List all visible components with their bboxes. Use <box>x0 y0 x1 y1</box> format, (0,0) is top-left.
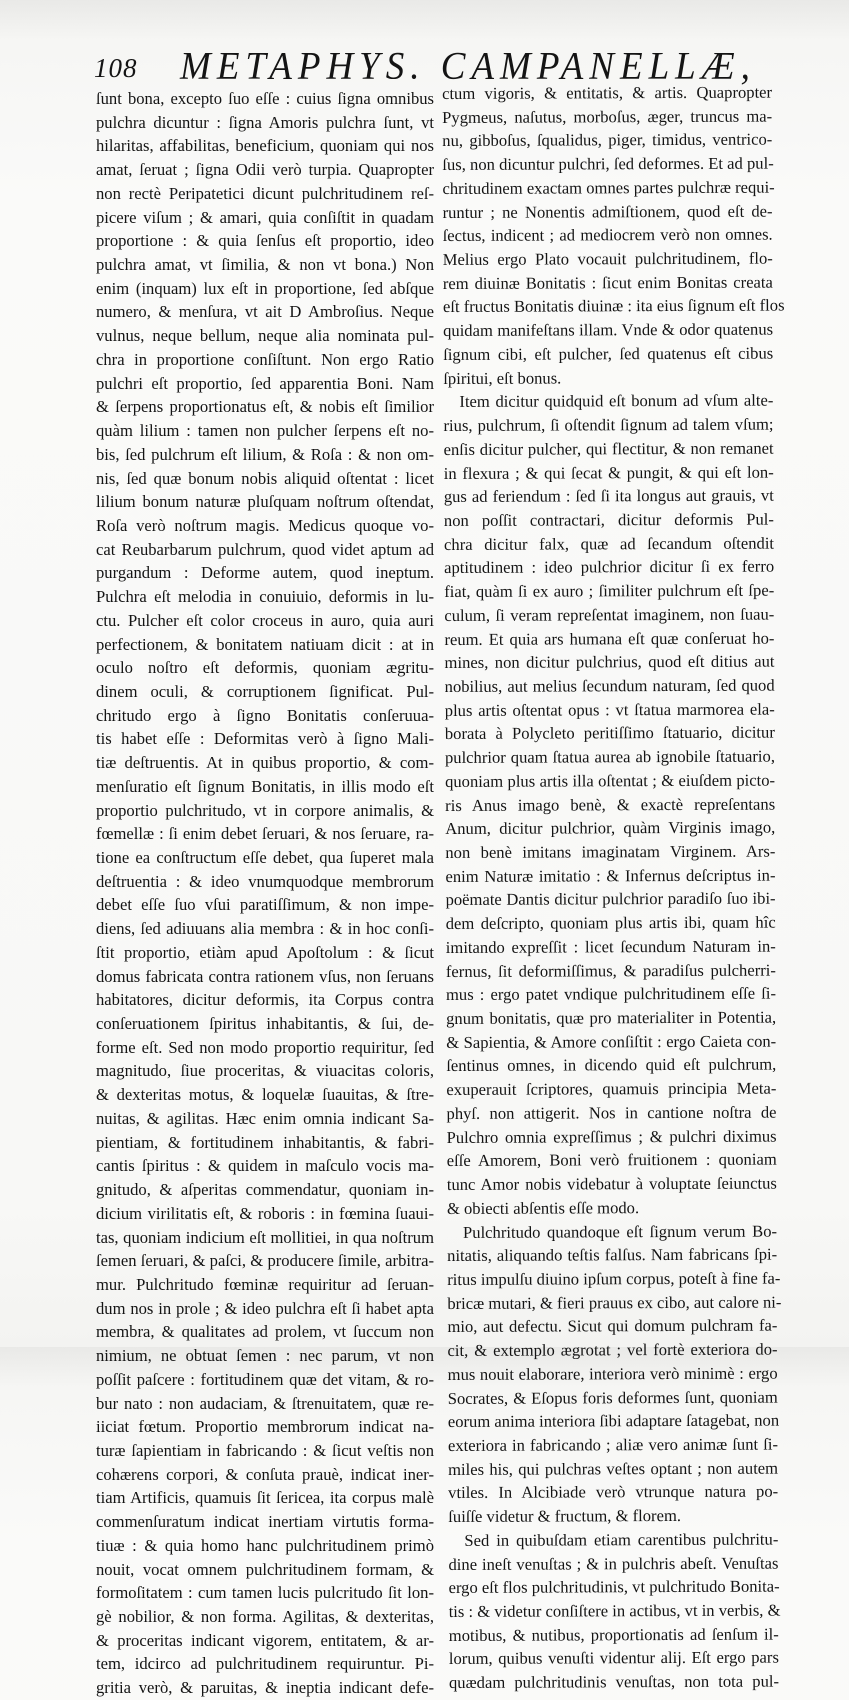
text-line: lorum, quibus venuſti videntur alij. Eſt ergo pars <box>448 1647 779 1669</box>
text-line: pientiam, & fortitudinem inhabitantis, & fabri- <box>96 1132 434 1152</box>
text-line: forme eſt. Sed non modo proportio requiritur, ſed <box>96 1037 434 1057</box>
text-line: Pygmeus, naſutus, morboſus, æger, truncus ma- <box>442 106 773 127</box>
text-line: formoſitatem : cum tamen lucis pulcritudo ſit lon- <box>96 1583 434 1603</box>
text-line: Pulchritudo quandoque eſt ſignum verum Bo- <box>462 1221 778 1242</box>
text-line: proportio pulchritudo, vt in corpore animalis, & <box>96 800 434 820</box>
text-line: Melius ergo Plato vocauit pulchritudinem, flo- <box>442 248 773 270</box>
text-line: nis, ſed quæ bonum nobis aliquid oſtentat : licet <box>96 468 434 488</box>
text-line: non benè imitans imaginatam Virginem. Ars- <box>445 841 776 862</box>
text-line: plus artis oſtentat opus : vt ſtatua marmorea ela- <box>444 699 775 720</box>
text-line: pulchra amat, vt ſimilia, & non vt bona.) Non <box>96 255 434 275</box>
text-line: dicium virilitatis eſt, & roboris : in fœmina ſuaui- <box>96 1203 434 1223</box>
left-column <box>96 87 434 1700</box>
text-line: phyſ. non attigerit. Nos in cantione noſtra de <box>446 1102 777 1123</box>
text-line: commenſuratum indicat inertiam virtutis forma- <box>96 1512 434 1532</box>
right-column <box>442 81 785 1695</box>
text-line: Pulchra eſt melodia in conuiuio, deformis in lu- <box>96 587 434 607</box>
text-line: Pulchro omnia expreſſimus ; & pulchri diximus <box>446 1126 777 1147</box>
text-line: tione ea conſtructum eſſe debet, qua ſuperet mala <box>96 848 434 867</box>
text-line: tunc Amor nobis videbatur à voluptate ſeiunctus <box>446 1173 777 1195</box>
text-line: dine ineſt venuſtas ; & in pulchris abeſt. Venuſtas <box>448 1553 779 1574</box>
text-line: Item dicitur quidquid eſt bonum ad vſum alte- <box>459 390 774 412</box>
text-line: tiam Artificis, quamuis ſit ſericea, ita corpus malè <box>96 1488 434 1508</box>
text-line: & ſerpens proportionatus eſt, & nobis eſt ſimilior <box>96 397 434 417</box>
text-line: culum, ſi veram repreſentat imaginem, non ſuau- <box>444 604 775 625</box>
text-line: pulchra dicuntur : ſigna Amoris pulchra ſunt, vt <box>96 112 434 132</box>
text-line: ſignum cibi, eſt pulcher, ſed quatenus eſt cibus <box>443 343 774 364</box>
text-line: Socrates, & Eſopus foris deformes ſunt, quoniam <box>447 1387 778 1408</box>
text-line: fernus, ſit deformiſſimus, & paradiſus pulcherri- <box>445 960 776 981</box>
text-line: exuperauit ſcriptores, quamuis principia Meta- <box>446 1078 777 1100</box>
text-line: borata à Polycleto peritiſſimo ſtatuario, dicitur <box>444 722 775 744</box>
text-line: menſuratio eſt ſignum Bonitatis, in illis modo eſt <box>96 776 434 796</box>
text-line: gnum bonitatis, quæ pro materialiter in Potentia, <box>446 1007 777 1029</box>
text-line: motibus, & nutibus, proportionatis ad ſenſum il- <box>448 1624 779 1645</box>
text-line: ſpiritui, eſt bonus. <box>443 368 562 388</box>
text-line: bricæ mutari, & fieri prauus ex cibo, aut calore ni- <box>447 1292 782 1313</box>
text-line: ctum vigoris, & entitatis, & artis. Quapropter <box>442 82 773 103</box>
text-line: mio, aut defectu. Sicut qui domum pulchram fa- <box>447 1315 778 1337</box>
text-line: tiuæ : & quia homo hanc pulchritudinem primò <box>96 1535 434 1555</box>
text-line: chra dicitur falx, quæ ad ſecandum oſtendit <box>443 533 775 554</box>
text-line: chra in proportione conſiſtunt. Non ergo Ratio <box>96 349 434 369</box>
text-line: ſectus, indicent ; ad mediocrem verò non omnes. <box>442 224 773 246</box>
page-number: 108 <box>94 53 138 83</box>
text-line: domus fabricata contra rationem vſus, non ſeruans <box>96 966 434 986</box>
text-line: cat Reubarbarum pulchrum, quod videt aptum ad <box>96 539 434 559</box>
text-line: gè nobilior, & non forma. Agilitas, & dexteritas, <box>96 1607 434 1626</box>
text-line: nouit, vocat omnem pulchritudinem formam, & <box>96 1559 434 1579</box>
text-line: lilium bonum naturæ pluſquam noſtrum oſtendat, <box>96 492 434 512</box>
text-line: tem, idcirco ad pulchritudinem requiruntur. Pi- <box>96 1654 434 1674</box>
text-line: eſt fructus Bonitatis diuinæ : ita eius ſignum eſt flos <box>442 295 785 317</box>
text-line: fœmellæ : ſi enim debet ſeruari, & nos ſeruare, ra- <box>96 824 434 844</box>
text-line: mus nouit elaborare, interiora verò minimè : ergo <box>447 1363 778 1384</box>
text-line: dum nos in prole ; & ideo pulchra eſt ſi habet apta <box>96 1298 434 1318</box>
text-line: purgandum : Deforme autem, quod ineptum. <box>96 563 434 583</box>
text-line: gritia verò, & paruitas, & ineptia indicant defe- <box>96 1678 434 1698</box>
text-line: ctu. Pulcher eſt color croceus in auro, quia auri <box>96 610 434 630</box>
text-line: mines, non dicitur pulchrius, quod eſt ditius aut <box>444 651 775 673</box>
text-line: rem diuinæ Bonitatis : ſicut enim Bonitas creata <box>442 272 773 293</box>
text-line: perfectionem, & bonitatem natiuam dicit : at in <box>96 634 434 654</box>
text-line: nu, gibboſus, ſqualidus, piger, timidus, ventrico- <box>442 129 773 151</box>
text-line: Roſa verò noſtrum magis. Medicus quoque vo- <box>96 515 434 535</box>
text-line: quidam manifeſtans illam. Vnde & odor quatenus <box>443 319 774 341</box>
text-line: reum. Et quia ars humana eſt quæ conſeruat ho- <box>444 628 775 649</box>
text-line: picere viſum ; & amari, quia conſiſtit in quadam <box>96 207 434 227</box>
text-line: chritudinem exactam omnes partes pulchræ requi- <box>442 177 775 198</box>
text-line: tis habet eſſe : Deformitas verò à ſigno Mali- <box>96 729 434 749</box>
text-line: ſtit proportio, etiàm apud Apoſtolum : & ſicut <box>96 942 434 962</box>
text-line: non poſſit contractari, dicitur deformis Pul- <box>443 509 774 530</box>
text-line: nuitas, & agilitas. Hæc enim omnia indicant Sa- <box>96 1108 434 1128</box>
text-line: vtiles. In Alcibiade verò vtrunque natura po- <box>448 1481 779 1503</box>
text-line: habitatores, dicitur deformis, ita Corpus contra <box>96 990 434 1010</box>
text-line: turæ ſapientiam in fabricando : & ſicut veſtis non <box>96 1440 434 1460</box>
text-line: membra, & qualitates ad prolem, vt ſuccum non <box>96 1322 434 1342</box>
text-line: debet eſſe ſuo vſui paratiſſimum, & non impe- <box>96 895 434 915</box>
text-line: ris Anus imago benè, & exactè repreſentans <box>445 794 776 815</box>
text-line: nimium, ne obtuat ſemen : nec parum, vt non <box>96 1346 434 1366</box>
text-line: conſeruationem ſpiritus inhabitantis, & ſui, de- <box>96 1014 434 1034</box>
text-line: magnitudo, ſiue proceritas, & viuacitas coloris, <box>96 1061 434 1081</box>
text-line: runtur ; ne Nonentis admiſtionem, quod eſt de- <box>442 201 773 222</box>
text-line: amat, ſeruat ; ſigna Odii verò turpia. Quapropter <box>96 160 434 180</box>
text-line: cantis ſpiritus : & quidem in maſculo vocis ma- <box>96 1156 434 1176</box>
text-line: quoniam plus artis illa oſtentat ; & eiuſdem picto- <box>445 770 776 791</box>
text-line: & Sapientia, & Amore conſiſtit : ergo Caieta con- <box>446 1031 777 1052</box>
text-line: gus ad feriendum : ſed ſi ita longus aut grauis, vt <box>443 485 774 507</box>
text-line: enim (inquam) lux eſt in proportione, ſed abſque <box>96 278 434 298</box>
text-line: poſſit paſcere : fortitudinem quæ det vitam, & ro- <box>96 1369 434 1389</box>
text-line: ſuiſſe videtur & fructum, & florem. <box>448 1506 682 1527</box>
text-line: Sed in quibuſdam etiam carentibus pulchritu- <box>464 1529 779 1550</box>
text-line: exteriora in fabricando ; aliæ vero animæ ſunt ſi- <box>447 1434 778 1455</box>
text-line: cohærens corpori, & conſuta prauè, indicat iner- <box>96 1464 434 1484</box>
text-line: miles his, qui pulchras veſtes optant ; non autem <box>448 1458 779 1479</box>
text-line: chritudo ergo à ſigno Bonitatis conſeruua- <box>96 705 434 725</box>
text-line: vulnus, neque bellum, neque alia nominata pul- <box>96 326 434 346</box>
text-line: bur nato : non audaciam, & ſtrenuitatem, quæ re- <box>96 1393 434 1413</box>
text-line: eſſe Amorem, Boni verò fruitionem : quoniam <box>446 1149 777 1171</box>
text-line: gnitudo, & aſperitas commendatur, quoniam in- <box>96 1180 434 1200</box>
text-line: numero, & menſura, vt ait D Ambroſius. Neque <box>96 302 434 322</box>
text-line: cit, & extemplo ægrotat ; vel fortè exteriora do- <box>447 1339 778 1361</box>
text-line: imitando expreſſit : licet ſecundum Naturam in- <box>445 936 776 957</box>
text-line: enim Naturæ imitatio : & Infernus deſcriptus in- <box>445 865 776 886</box>
text-line: dem deſcripto, quoniam plus artis ibi, quam hîc <box>445 912 776 934</box>
text-line: eorum anima interiora ſibi adaptare ſatagebat, non <box>447 1410 780 1432</box>
text-line: deſtruentia : & ideo vnumquodque membrorum <box>96 871 434 891</box>
text-line: & obiecti abſentis eſſe modo. <box>446 1197 640 1218</box>
text-line: & dexteritas motus, & loquelæ ſuauitas, & ſtre- <box>96 1085 434 1105</box>
running-head: METAPHYS. CAMPANELLÆ, <box>180 45 756 89</box>
text-line: ritus impulſu diuino ipſum corpus, poteſt à fine fa- <box>447 1268 781 1289</box>
text-line: poëmate Dantis dicitur pulchrior paradiſo ſuo ibi- <box>445 888 776 910</box>
text-line: mus : ergo patet vndique pulchritudinem eſſe ſi- <box>445 983 777 1005</box>
text-line: quàm lilium : tamen non pulcher ſerpens eſt no- <box>96 421 434 441</box>
text-line: ſentinus omnes, in dicendo quid eſt pulchrum, <box>446 1055 777 1076</box>
text-line: oculo noſtro eſt deformis, quoniam ægritu- <box>96 658 434 678</box>
text-line: ſus, non dicuntur pulchri, ſed deformes. Et ad pul- <box>442 153 774 175</box>
text-line: hilaritas, affabilitas, beneficium, quoniam qui nos <box>96 136 434 156</box>
text-line: in flexura ; & qui ſecat & pungit, & qui eſt lon- <box>443 462 774 483</box>
text-line: nobilius, aut melius ſecundum naturam, ſed quod <box>444 675 775 696</box>
text-line: dinem oculi, & corruptionem ſignificat. Pul- <box>96 681 434 701</box>
text-line: fiat, quàm ſi ex auro ; ſimiliter pulchrum eſt ſpe- <box>444 580 775 602</box>
text-line: ſunt bona, excepto ſuo eſſe : cuius ſigna omnibus <box>96 89 434 108</box>
text-line: nitatis, aliquando teſtis falſus. Nam fabricans ſpi- <box>447 1244 778 1266</box>
text-line: mur. Pulchritudo fœminæ requiritur ad ſeruan- <box>96 1274 434 1294</box>
text-line: tis : & videtur conſiſtere in actibus, vt in verbis, & <box>448 1600 781 1621</box>
text-line: non rectè Peripatetici dicunt pulchritudinem reſ- <box>96 183 434 203</box>
text-line: quædam pulchritudinis venuſtas, non tota pul- <box>448 1671 780 1693</box>
text-line: ſemen ſeruari, & paſci, & producere ſimile, arbitra- <box>96 1251 434 1271</box>
text-line: enſis dicitur pulcher, qui flectitur, & non remanet <box>443 438 774 459</box>
text-line: diens, ſed adiuuans alia membra : & in hoc conſi- <box>96 919 434 939</box>
text-line: bis, ſed pulchrum eſt lilium, & Roſa : & non om- <box>96 444 434 464</box>
text-line: & proceritas indicant vigorem, entitatem, & ar- <box>96 1630 434 1650</box>
text-line: aptitudinem : ideo pulchrior dicitur ſi ex ferro <box>444 556 775 578</box>
text-line: rius, pulchrum, ſi oſtendit ſignum ad talem vſum; <box>443 414 774 436</box>
text-line: pulchrior quam ſtatua aurea ab ignobile ſtatuario, <box>444 746 775 768</box>
text-line: Anum, dicitur pulchrior, quàm Virginis imago, <box>445 817 776 839</box>
text-line: ergo eſt flos pulchritudinis, vt pulchritudo Bonita- <box>448 1576 780 1598</box>
text-line: proportione : & quia ſenſus eſt proportio, ideo <box>96 231 434 251</box>
text-line: tiæ deſtruentis. At in quibus proportio, & com- <box>96 753 434 773</box>
text-line: tas, quoniam indicium eſt mollitiei, in qua noſtrum <box>96 1227 434 1247</box>
text-line: iiciat fœtum. Proportio membrorum indicat na- <box>96 1417 434 1437</box>
text-line: pulchri eſt proportio, ſed apparentia Boni. Nam <box>96 373 434 393</box>
